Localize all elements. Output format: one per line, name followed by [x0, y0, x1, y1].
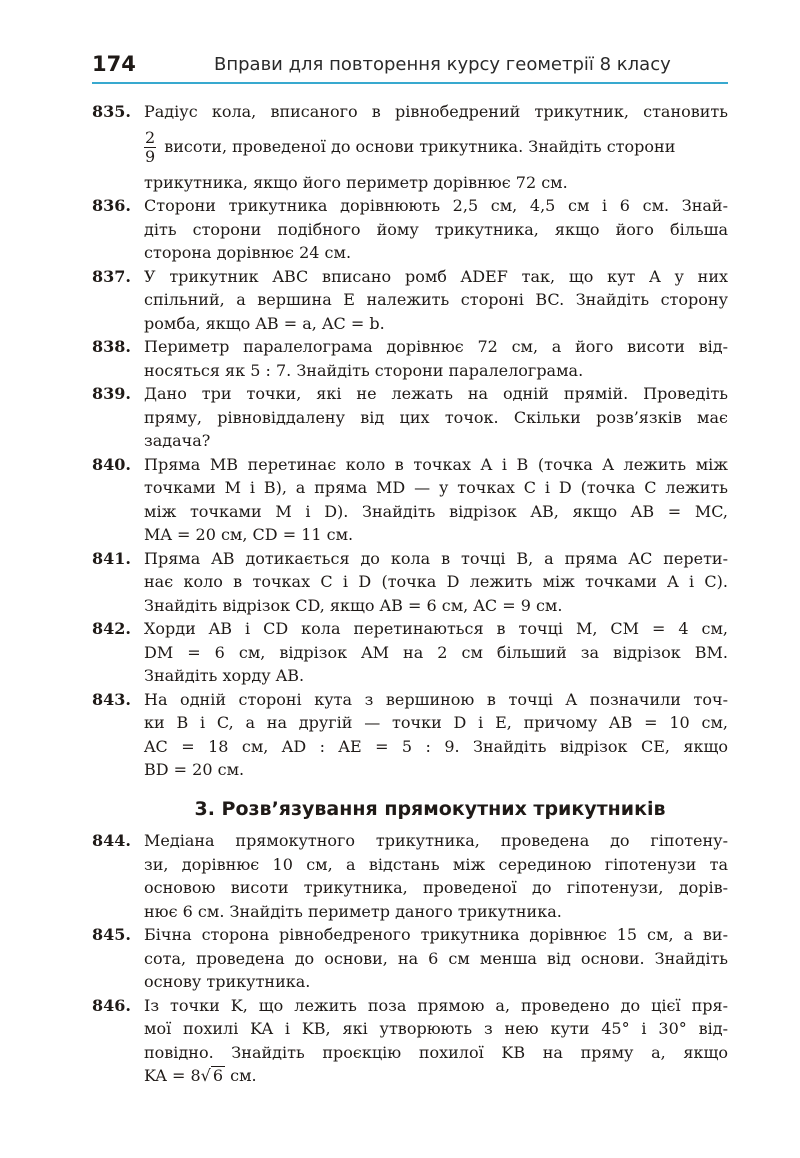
page-header — [92, 50, 728, 82]
section-title: 3. Розв’язування прямокутних трикутників — [194, 797, 666, 820]
exercise — [92, 265, 728, 336]
exercise-line: Пряма MB перетинає коло в точках A і B (точка A лежить між — [144, 454, 728, 474]
fraction-numerator: 2 — [145, 127, 156, 147]
exercise-line: Знайдіть хорду AB. — [144, 666, 305, 685]
formula-suffix: см. — [225, 1066, 257, 1085]
exercise-line: діть сторони подібного йому трикутника, якщо його більша — [144, 219, 728, 239]
running-title: Вправи для повторення курсу геометрії 8 класу — [214, 54, 671, 75]
sqrt — [201, 1066, 225, 1085]
exercise-line: Радіус кола, вписаного в рівнобедрений трикутник, становить — [144, 102, 728, 121]
exercise-number: 835. — [92, 102, 131, 121]
exercise-number: 841. — [92, 548, 131, 568]
exercise-line: між точками M і D). Знайдіть відрізок AB, якщо AB = MC, — [144, 501, 728, 521]
exercise-line: Із точки K, що лежить поза прямою a, проведено до цієї пря- — [144, 995, 728, 1015]
exercise-line: точками M і B), а пряма MD — у точках C і D (точка C лежить — [144, 478, 728, 497]
exercise-line: сота, проведена до основи, на 6 см менша від основи. Знайдіть — [144, 948, 728, 968]
header-rule — [92, 82, 728, 84]
exercise-line: повідно. Знайдіть проєкцію похилої KB на пряму a, якщо — [144, 1042, 728, 1062]
fraction-denominator: 9 — [145, 146, 156, 166]
exercise-number: 838. — [92, 337, 131, 356]
exercise-number: 843. — [92, 689, 131, 709]
exercise-list — [92, 829, 728, 1088]
exercise-number: 844. — [92, 831, 131, 850]
exercise-line: MA = 20 см, CD = 11 см. — [144, 525, 354, 544]
exercise-number: 839. — [92, 384, 131, 403]
exercise-line: трикутника, якщо його периметр дорівнює 72 см. — [144, 172, 568, 192]
exercise-line: Пряма AB дотикається до кола в точці B, а пряма AC перети- — [144, 548, 728, 568]
exercise-number: 840. — [92, 454, 131, 474]
exercise-line: нає коло в точках C і D (точка D лежить між точками A і C). — [144, 572, 728, 591]
exercise-line: DM = 6 см, відрізок AM на 2 см більший за відрізок BM. — [144, 642, 728, 662]
exercise-line: основою висоти трикутника, проведеної до гіпотенузи, дорів- — [144, 878, 728, 897]
page-content — [92, 100, 728, 1088]
exercise-line: пряму, рівновіддалену від цих точок. Скільки розв’язків має — [144, 407, 728, 427]
exercise-number: 842. — [92, 619, 131, 638]
exercise-line: Дано три точки, які не лежать на одній прямій. Проведіть — [144, 384, 728, 403]
exercise — [92, 994, 728, 1088]
exercise-line: носяться як 5 : 7. Знайдіть сторони паралелограма. — [144, 360, 584, 380]
exercise-number: 836. — [92, 196, 131, 215]
exercise-list — [92, 100, 728, 782]
exercise — [92, 617, 728, 688]
exercise-line: Сторони трикутника дорівнюють 2,5 см, 4,5 см і 6 см. Знай- — [144, 196, 728, 215]
exercise-line: Периметр паралелограма дорівнює 72 см, а його висоти від- — [144, 337, 728, 356]
exercise-line: AC = 18 см, AD : AE = 5 : 9. Знайдіть відрізок CE, якщо — [144, 736, 728, 756]
exercise — [92, 829, 728, 923]
exercise-number: 846. — [92, 995, 131, 1015]
exercise — [92, 335, 728, 382]
exercise-number: 837. — [92, 266, 131, 286]
exercise-line: сторона дорівнює 24 см. — [144, 243, 352, 262]
exercise — [92, 194, 728, 265]
exercise-line: нює 6 см. Знайдіть периметр даного трикутника. — [144, 901, 562, 921]
fraction — [144, 129, 156, 166]
exercise-line: основу трикутника. — [144, 972, 311, 991]
exercise — [92, 688, 728, 782]
exercise-line: На одній стороні кута з вершиною в точці A позначили точ- — [144, 689, 728, 709]
exercise-line — [144, 1064, 728, 1088]
exercise-line: Хорди AB і CD кола перетинаються в точці M, CM = 4 см, — [144, 619, 728, 638]
exercise-number: 845. — [92, 925, 131, 944]
exercise-line-text: висоти, проведеної до основи трикутника. Знайдіть сторони — [164, 137, 676, 157]
exercise-line: Знайдіть відрізок CD, якщо AB = 6 см, AC = 9 см. — [144, 595, 563, 615]
exercise-line: задача? — [144, 431, 211, 450]
exercise-line: У трикутник ABC вписано ромб ADEF так, що кут A у них — [144, 266, 728, 286]
exercise — [92, 382, 728, 453]
exercise-line: BD = 20 см. — [144, 760, 245, 779]
exercise-line — [144, 124, 728, 171]
exercise-line: Бічна сторона рівнобедреного трикутника дорівнює 15 см, а ви- — [144, 925, 728, 944]
exercise-line: ки B і C, а на другій — точки D і E, причому AB = 10 см, — [144, 713, 728, 732]
exercise-line: зи, дорівнює 10 см, а відстань між серединою гіпотенузи та — [144, 854, 728, 874]
exercise — [92, 923, 728, 994]
exercise — [92, 547, 728, 618]
exercise-line: Медіана прямокутного трикутника, проведена до гіпотену- — [144, 831, 728, 850]
exercise — [92, 100, 728, 194]
exercise-line: спільний, а вершина E належить стороні BC. Знайдіть сторону — [144, 290, 728, 309]
page-number: 174 — [92, 52, 136, 76]
exercise-line: ромба, якщо AB = a, AC = b. — [144, 313, 385, 333]
formula-prefix: KA = 8 — [144, 1066, 201, 1085]
sqrt-radicand: 6 — [212, 1066, 224, 1085]
sqrt-symbol: √ — [200, 1066, 211, 1085]
exercise — [92, 453, 728, 547]
exercise-line: мої похилі KA і KB, які утворюють з нею кути 45° і 30° від- — [144, 1019, 728, 1038]
